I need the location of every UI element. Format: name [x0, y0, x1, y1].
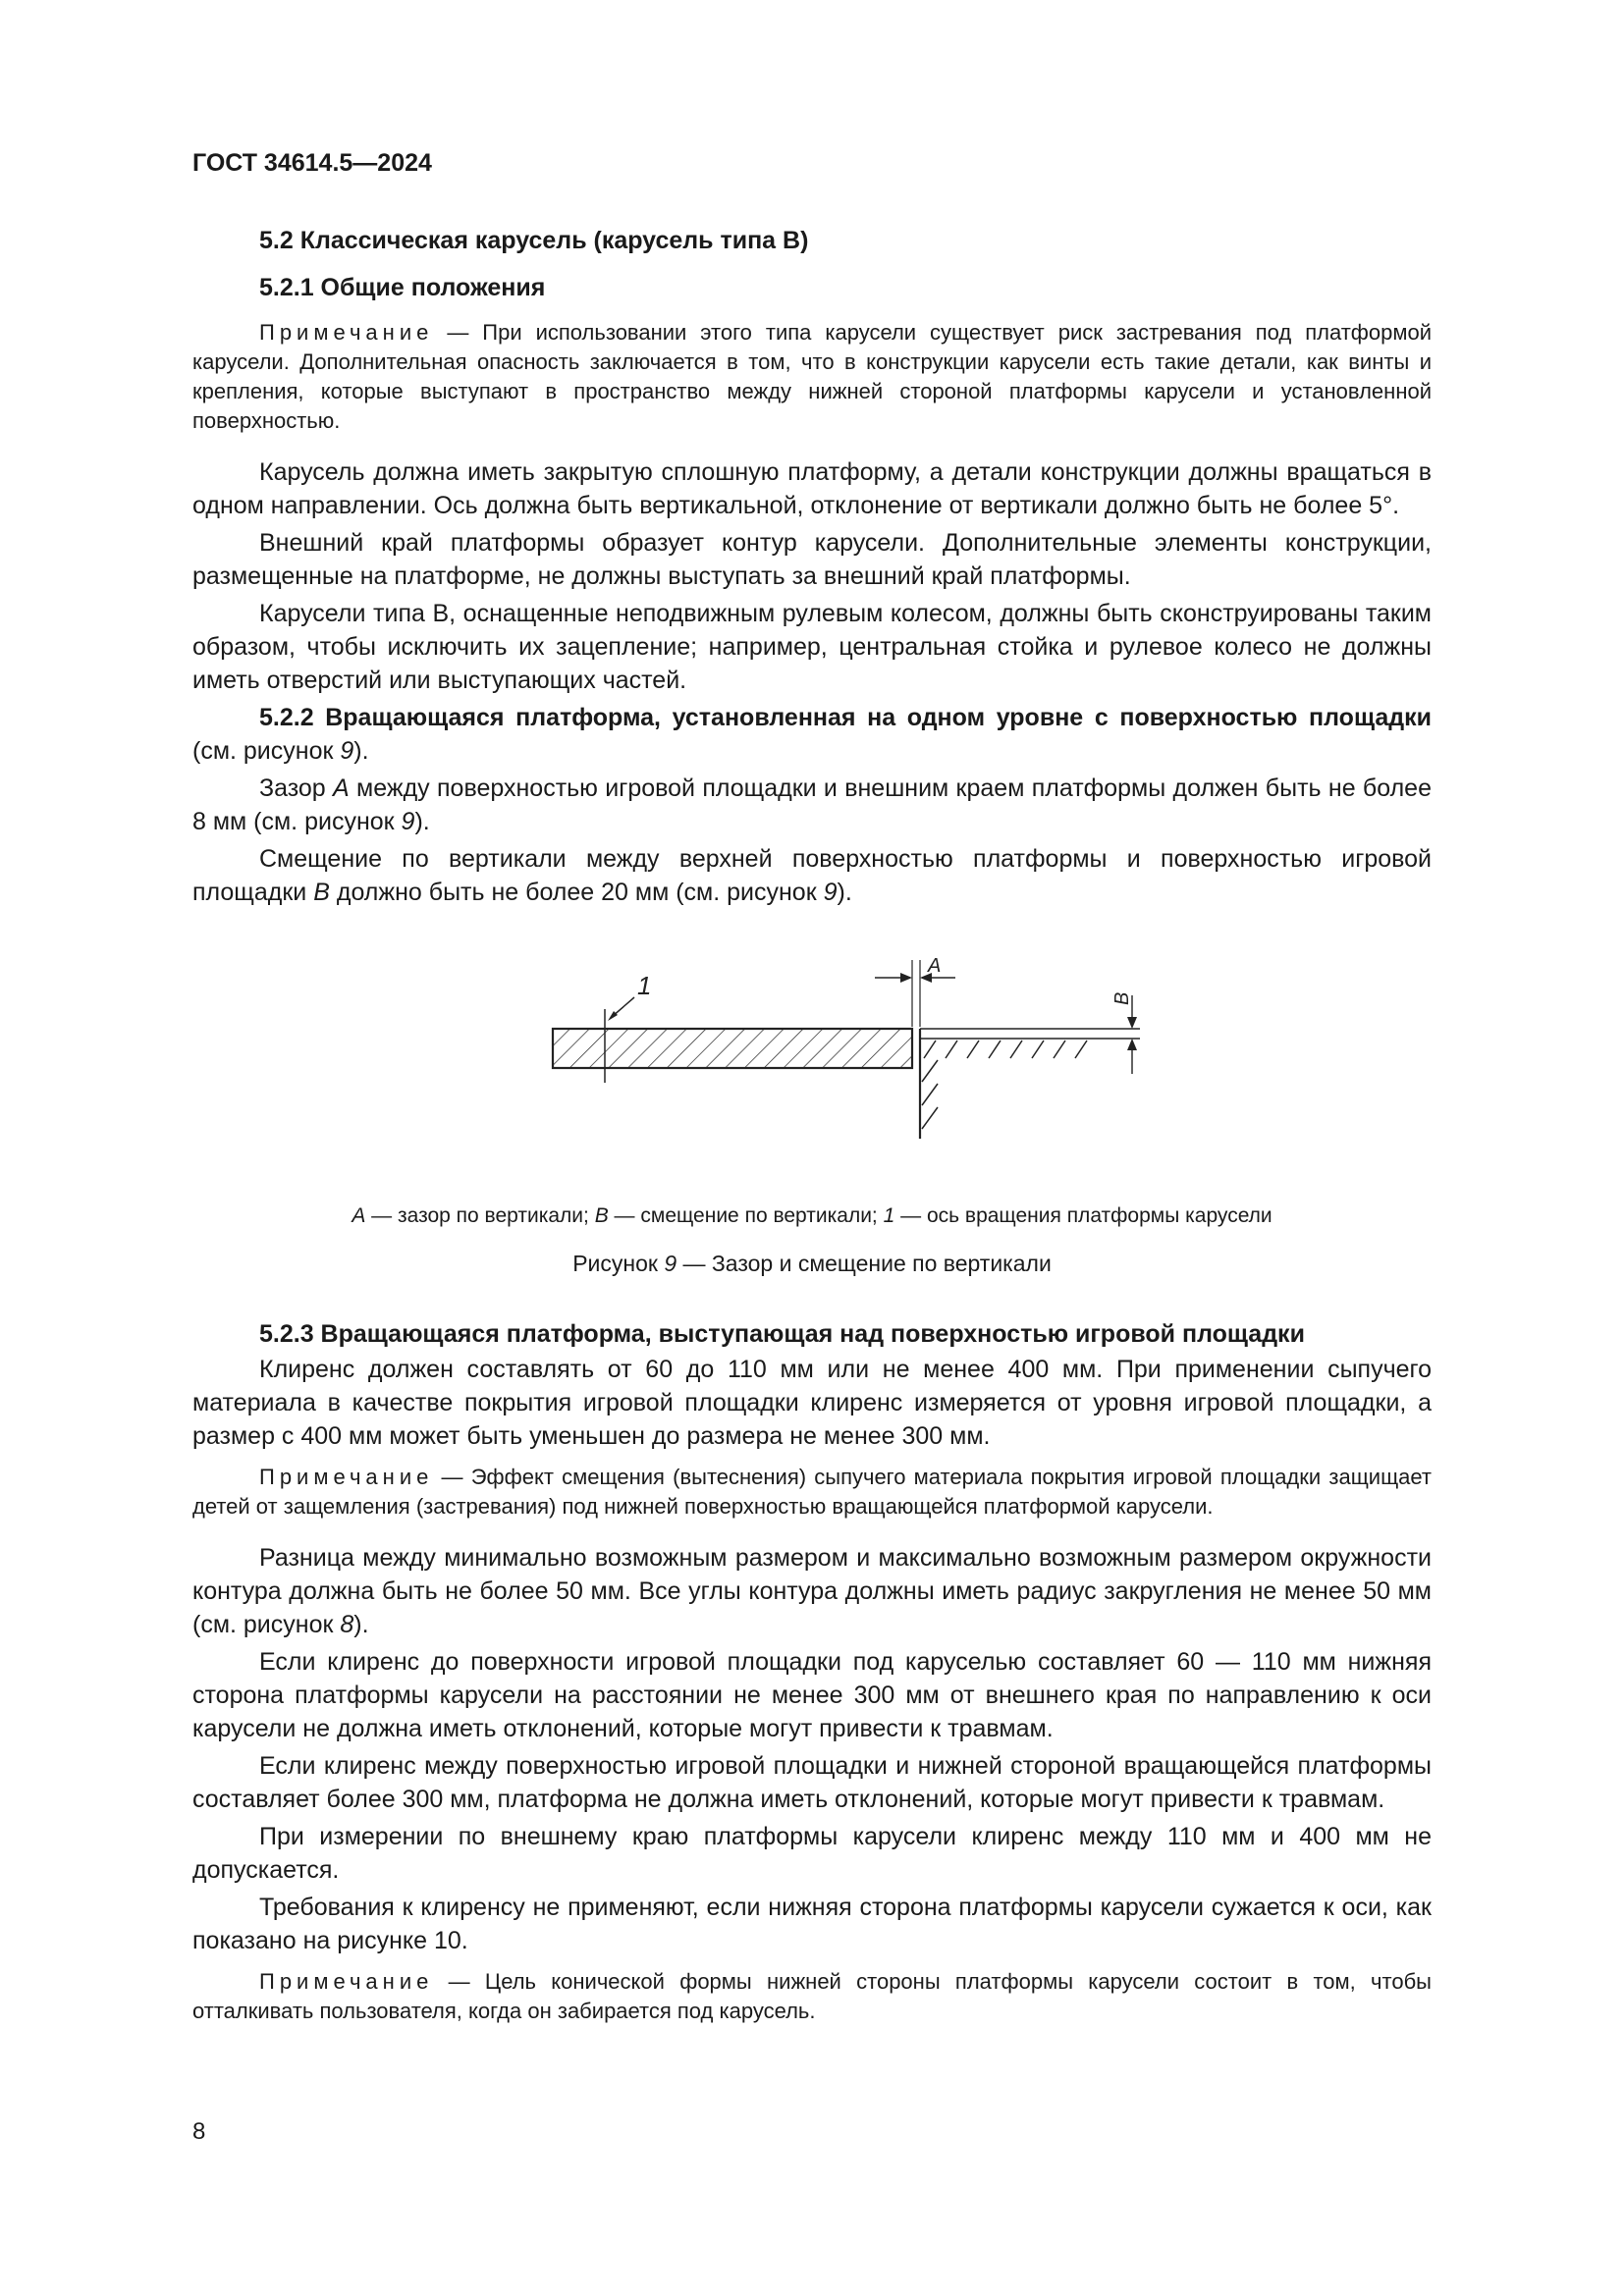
paragraph: Карусели типа B, оснащенные неподвижным рулевым колесом, должны быть сконструированы таким образом, чтобы исключить их зацепление; например, центральная стойка и рулевое колесо не должны иметь отверстий или выступающих частей.	[192, 600, 1432, 694]
figure-caption: Рисунок 9 — Зазор и смещение по вертикали	[572, 1251, 1052, 1276]
paragraph: Клиренс должен составлять от 60 до 110 мм или не менее 400 мм. При применении сыпучего материала в качестве покрытия игровой площадки клиренс измеряется от уровня игровой площадки, а размер с 400 мм может быть уменьшен до размера не менее 300 мм.	[192, 1356, 1432, 1450]
paragraph: Требования к клиренсу не применяют, если нижняя сторона платформы карусели сужается к оси, как показано на рисунке 10.	[192, 1894, 1432, 1954]
paragraph: При измерении по внешнему краю платформы карусели клиренс между 110 мм и 400 мм не допускается.	[192, 1823, 1432, 1884]
paragraph: Если клиренс между поверхностью игровой площадки и нижней стороной вращающейся платформы составляет более 300 мм, платформа не должна иметь отклонений, которые могут привести к травмам.	[192, 1752, 1432, 1813]
note-text: — При использовании этого типа карусели существует риск застревания под платформой карусели. Дополнительная опасность заключается в том, что в конструкции карусели есть такие детали, как винты и крепления, которые выступают в пространство между нижней стороной платформы карусели и установленной поверхностью.	[192, 320, 1432, 433]
figure-9	[192, 950, 1432, 1182]
label-a: A	[928, 955, 942, 977]
note-5-2-1	[192, 318, 1432, 436]
paragraph: Смещение по вертикали между верхней поверхностью платформы и поверхностью игровой площадки B должно быть не более 20 мм (см. рисунок 9).	[192, 845, 1432, 906]
note-5-2-3-2	[192, 1967, 1432, 2026]
note-label: Примечание	[259, 1969, 434, 1994]
var-a: A	[333, 774, 350, 802]
note-label: Примечание	[259, 320, 434, 345]
var-b: B	[313, 879, 330, 906]
paragraph: Внешний край платформы образует контур карусели. Дополнительные элементы конструкции, размещенные на платформе, не должны выступать за внешний край платформы.	[192, 529, 1432, 590]
note-label: Примечание	[259, 1465, 434, 1489]
figure-ref: 9	[401, 808, 415, 835]
section-5-2-title: 5.2 Классическая карусель (карусель типа B)	[259, 227, 809, 254]
label-b: B	[1111, 991, 1133, 1005]
paragraph: Зазор A между поверхностью игровой площадки и внешним краем платформы должен быть не более 8 мм (см. рисунок 9).	[192, 774, 1432, 835]
figure-legend: A — зазор по вертикали; B — смещение по вертикали; 1 — ось вращения платформы карусели	[352, 1204, 1272, 1227]
paragraph: Карусель должна иметь закрытую сплошную платформу, а детали конструкции должны вращаться в одном направлении. Ось должна быть вертикальной, отклонение от вертикали должно быть не более 5°.	[192, 458, 1432, 519]
section-5-2-3-title: 5.2.3 Вращающаяся платформа, выступающая над поверхностью игровой площадки	[259, 1320, 1305, 1348]
paragraph: Если клиренс до поверхности игровой площадки под каруселью составляет 60 — 110 мм нижняя сторона платформы карусели на расстоянии не менее 300 мм от внешнего края по направлению к оси карусели не должна иметь отклонений, которые могут привести к травмам.	[192, 1648, 1432, 1742]
section-5-2-1-title: 5.2.1 Общие положения	[259, 274, 546, 301]
document-body	[192, 224, 1432, 2046]
section-5-2-2-title: 5.2.2 Вращающаяся платформа, установленная на одном уровне с поверхностью площадки (см. рисунок 9).	[192, 704, 1432, 765]
note-text: — Цель конической формы нижней стороны платформы карусели состоит в том, чтобы отталкивать пользователя, когда он забирается под карусель.	[192, 1969, 1432, 2023]
page-number: 8	[192, 2118, 206, 2145]
section-title-bold: 5.2.2 Вращающаяся платформа, установленная на одном уровне с поверхностью площадки	[259, 704, 1432, 731]
label-1: 1	[637, 971, 652, 1000]
document-header: ГОСТ 34614.5—2024	[192, 149, 432, 177]
note-text: — Эффект смещения (вытеснения) сыпучего материала покрытия игровой площадки защищает детей от защемления (застревания) под нижней поверхностью вращающейся платформой карусели.	[192, 1465, 1432, 1519]
platform-slab	[553, 1029, 912, 1068]
figure-ref: 8	[340, 1611, 354, 1638]
gap-offset-drawing	[551, 950, 1160, 1176]
note-5-2-3-1	[192, 1463, 1432, 1522]
ground-hatch	[922, 1041, 1087, 1129]
figure-ref: 9	[823, 879, 838, 906]
paragraph: Разница между минимально возможным размером и максимально возможным размером окружности контура должна быть не более 50 мм. Все углы контура должны иметь радиус закругления не менее 50 мм (см. рисунок 8).	[192, 1544, 1432, 1638]
figure-ref: 9	[340, 737, 354, 765]
